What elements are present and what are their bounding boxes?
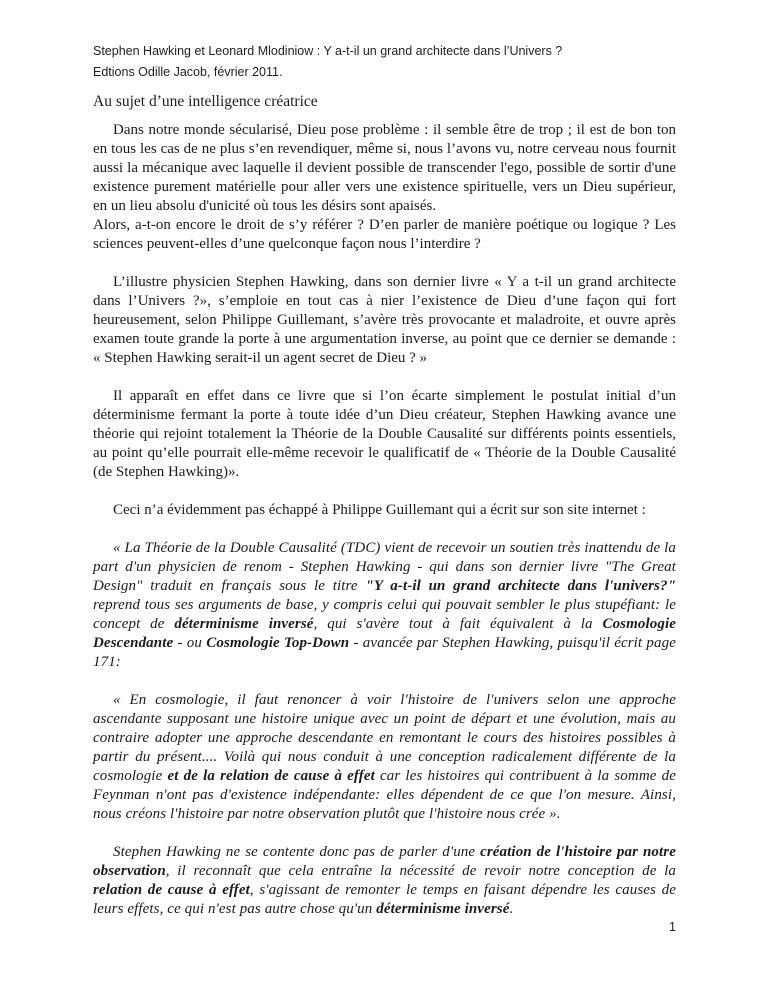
text-run: « La Théorie de la Double Causalité (TDC) vient de recevoir un soutien très inattendu de la part d'un physicien de renom - Stephen Hawking - qui dans son dernier livre "The Great Design" traduit en français sous le titre — [93, 540, 676, 594]
quote-paragraph — [93, 691, 676, 824]
body-paragraph — [93, 387, 676, 482]
text-run: Il apparaît en effet dans ce livre que si l’on écarte simplement le postulat initial d’un déterminisme fermant la porte à toute idée d’un Dieu créateur, Stephen Hawking avance une théorie qui rejoint totalement la Théorie de la Double Causalité sur différents points essentiels, au point qu’elle pourrait elle-même recevoir le qualificatif de « Théorie de la Double Causalité (de Stephen Hawking)». — [93, 388, 676, 480]
text-run: L’illustre physicien Stephen Hawking, dans son dernier livre « Y a t-il un grand architecte dans l’Univers ?», s’emploie en tout cas à nier l’existence de Dieu d’une façon qui fort heureusement, selon Philippe Guillemant, s’avère très provocante et maladroite, et ouvre après examen toute grande la porte à une argumentation inverse, au point que ce dernier se demande : « Stephen Hawking serait-il un agent secret de Dieu ? » — [93, 274, 676, 366]
header-line-2: Edtions Odille Jacob, février 2011. — [93, 65, 283, 79]
text-run: , qui s'avère tout à fait équivalent à la — [313, 616, 603, 632]
header-line-1: Stephen Hawking et Leonard Mlodiniow : Y a-t-il un grand architecte dans l’Univers ? — [93, 44, 563, 58]
text-run: reprend tous ses arguments de base, y compris celui qui pouvait sembler le plus stupéfiant: le concept de — [93, 597, 676, 632]
bold-text-run: création de l'histoire par notre observation — [93, 844, 676, 879]
bold-text-run: Cosmologie Top-Down — [206, 635, 350, 651]
quote-paragraph — [93, 539, 676, 672]
text-run: - ou — [173, 635, 207, 651]
document-content — [93, 41, 676, 919]
bold-text-run: "Y a-t-il un grand architecte dans l'univers?" — [365, 578, 677, 594]
bold-text-run: déterminisme inversé — [174, 616, 314, 632]
text-run: car les histoires qui contribuent à la somme de Feynman n'ont pas d'existence indépendante: elles dépendent de ce que l'on mesure. Ainsi, nous créons l'histoire par notre observation plutôt que l'histoire nous crée ». — [93, 768, 677, 822]
text-run: « En cosmologie, il faut renoncer à voir l'histoire de l'univers selon une approche ascendante supposant une histoire unique avec un point de départ et une évolution, mais au contraire adopter une approche descendante en remontant le cours des histoires possibles à partir du présent.... Voilà qui nous conduit à une conception radicalement différente de la cosmologie — [93, 692, 676, 784]
document-body — [93, 121, 676, 919]
text-run: , s'agissant de remonter le temps en faisant dépendre les causes de leurs effets, ce qui n'est pas autre chose qu'un — [93, 882, 676, 917]
page-number: 1 — [669, 920, 676, 934]
quote-paragraph — [93, 843, 676, 919]
document-title: Au sujet d’une intelligence créatrice — [93, 93, 318, 110]
text-run: Stephen Hawking ne se contente donc pas de parler d'une — [113, 844, 481, 860]
text-run: - avancée par Stephen Hawking, puisqu'il écrit page 171: — [93, 635, 676, 670]
body-paragraph — [93, 273, 676, 368]
text-run: Dans notre monde sécularisé, Dieu pose problème : il semble être de trop ; il est de bon ton en tous les cas de ne plus s’en revendiquer, même si, nous l’avons vu, notre cerveau nous fournit aussi la mécanique avec laquelle il devient possible de transcender l'ego, possible de sortir d'une existence purement matérielle pour aller vers une existence spirituelle, vers un Dieu supérieur, en un lieu absolu d'unicité où tous les désirs sont apaisés. — [93, 122, 676, 214]
text-run: . — [509, 901, 514, 917]
bold-text-run: déterminisme inversé — [376, 901, 510, 917]
body-paragraph — [93, 121, 676, 216]
text-run: , il reconnaît que cela entraîne la nécessité de revoir notre conception de la — [165, 863, 676, 879]
text-run: Ceci n’a évidemment pas échappé à Philippe Guillemant qui a écrit sur son site internet : — [113, 502, 646, 518]
body-paragraph — [93, 501, 676, 520]
document-header — [93, 41, 676, 83]
body-paragraph — [93, 216, 676, 254]
bold-text-run: Cosmologie Descendante — [93, 616, 676, 651]
bold-text-run: et de la relation de cause à effet — [167, 768, 375, 784]
bold-text-run: relation de cause à effet — [93, 882, 250, 898]
text-run: Alors, a-t-on encore le droit de s’y référer ? D’en parler de manière poétique ou logique ? Les sciences peuvent-elles d’une quelconque façon nous l’interdire ? — [93, 217, 676, 252]
